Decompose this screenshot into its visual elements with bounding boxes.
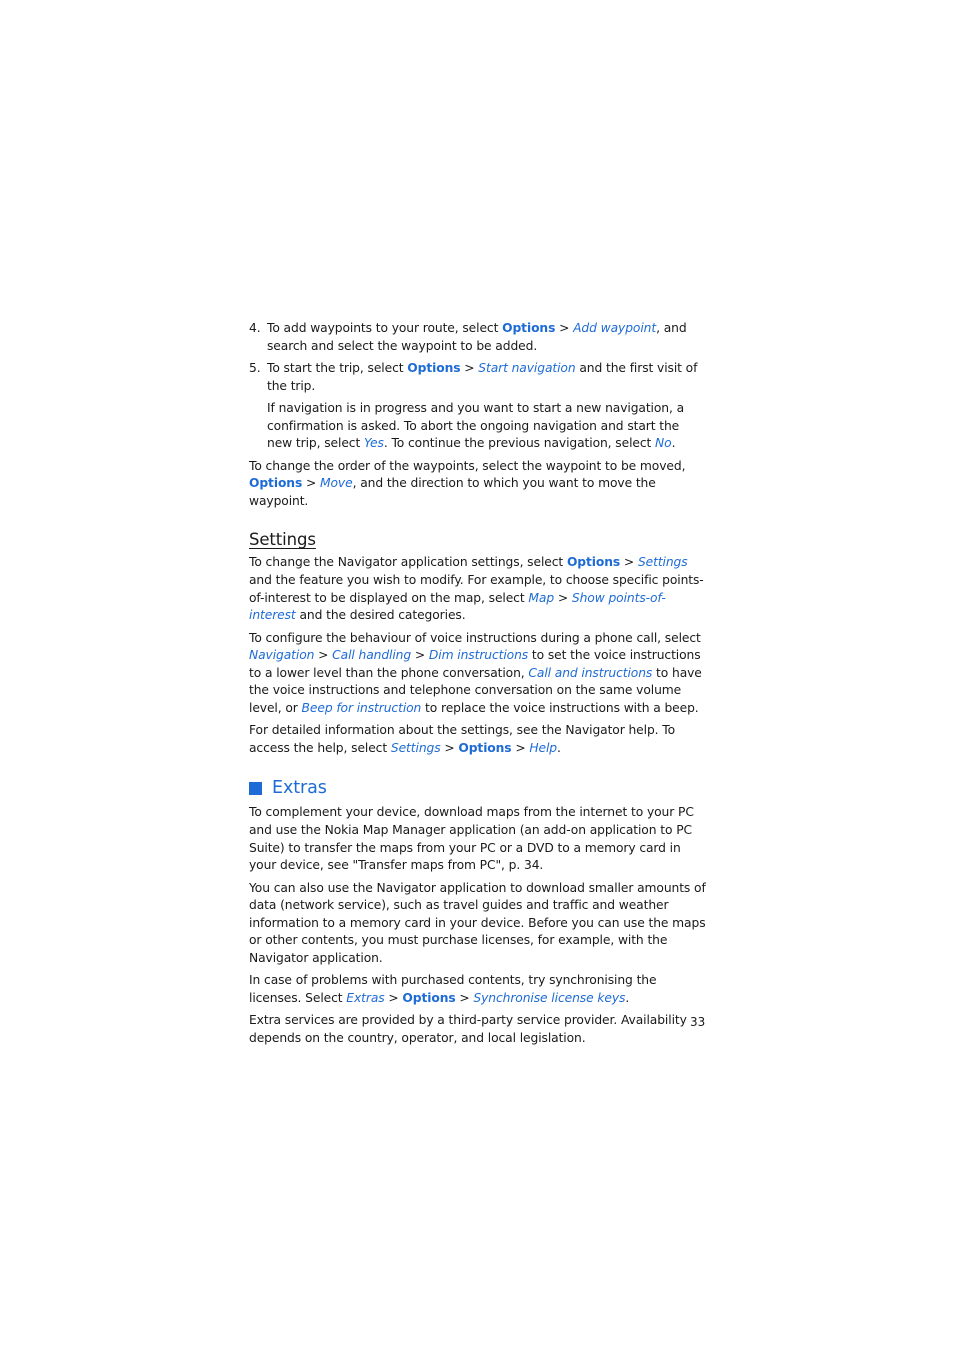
separator: > bbox=[511, 740, 530, 755]
list-number: 5. bbox=[249, 360, 261, 375]
menu-settings: Settings bbox=[390, 740, 441, 755]
paragraph-settings-2 bbox=[249, 630, 707, 718]
section-heading-settings: Settings bbox=[249, 530, 316, 550]
text: . bbox=[671, 436, 676, 451]
menu-options: Options bbox=[402, 990, 456, 1005]
separator: > bbox=[555, 321, 574, 335]
separator: > bbox=[302, 476, 320, 491]
option-call-and-instructions: Call and instructions bbox=[528, 665, 653, 680]
menu-help: Help bbox=[529, 740, 557, 755]
option-dim-instructions: Dim instructions bbox=[428, 648, 529, 663]
square-bullet-icon bbox=[249, 782, 262, 795]
menu-options: Options bbox=[566, 555, 621, 570]
option-beep-for-instruction: Beep for instruction bbox=[301, 700, 422, 715]
menu-synchronise-license-keys: Synchronise license keys bbox=[473, 990, 626, 1005]
menu-call-handling: Call handling bbox=[332, 648, 412, 663]
separator: > bbox=[620, 555, 638, 570]
text: to have the voice instructions and telephone conversation on the same volume level, or bbox=[249, 665, 702, 715]
text: and the first visit of the trip. bbox=[267, 360, 698, 393]
section-heading-extras bbox=[249, 778, 707, 798]
paragraph-extras-3 bbox=[249, 972, 707, 1007]
text: and the desired categories. bbox=[295, 608, 466, 623]
text: If navigation is in progress and you want to start a new navigation, a confirmation is asked. To abort the ongoing navigation and start the new trip, select bbox=[267, 400, 685, 451]
paragraph-settings-3 bbox=[249, 722, 707, 757]
list-item-step-5-note bbox=[249, 400, 707, 453]
menu-options: Options bbox=[502, 321, 556, 335]
separator: > bbox=[455, 990, 474, 1005]
separator: > bbox=[440, 740, 459, 755]
text: To change the Navigator application settings, select bbox=[249, 555, 567, 570]
list-item-step-5 bbox=[249, 360, 707, 395]
paragraph-extras-1: To complement your device, download maps from the internet to your PC and use the Nokia Map Manager application (an add-on application to PC Suite) to transfer the maps from your PC or a DVD to a memory card in your device, see "Transfer maps from PC", p. 34. bbox=[249, 805, 694, 873]
text: to replace the voice instructions with a beep. bbox=[421, 700, 699, 715]
text: To change the order of the waypoints, select the waypoint to be moved, bbox=[249, 458, 686, 473]
list-number: 4. bbox=[249, 321, 261, 335]
menu-start-navigation: Start navigation bbox=[478, 360, 576, 375]
paragraph-extras-2: You can also use the Navigator application to download smaller amounts of data (network service), such as travel guides and traffic and weather information to a memory card in your device. Before you can use the maps or other contents, you must purchase licenses, for example, with the Navigator application. bbox=[249, 880, 706, 965]
text: and the feature you wish to modify. For example, to choose specific points-of-interest to be displayed on the map, select bbox=[249, 572, 704, 605]
text: . bbox=[625, 990, 630, 1005]
extras-heading-text: Extras bbox=[272, 778, 327, 799]
menu-show-poi: Show points-of-interest bbox=[249, 590, 666, 623]
menu-move: Move bbox=[320, 476, 353, 491]
menu-add-waypoint: Add waypoint bbox=[573, 321, 657, 335]
menu-extras: Extras bbox=[346, 990, 385, 1005]
separator: > bbox=[460, 360, 479, 375]
text: To start the trip, select bbox=[267, 360, 408, 375]
text: To configure the behaviour of voice instructions during a phone call, select bbox=[249, 630, 701, 645]
paragraph-waypoint-order bbox=[249, 458, 707, 511]
page-content bbox=[249, 320, 707, 1052]
text: In case of problems with purchased contents, try synchronising the licenses. Select bbox=[249, 973, 657, 1005]
menu-settings: Settings bbox=[637, 555, 688, 570]
option-no: No bbox=[655, 436, 672, 451]
menu-options: Options bbox=[249, 476, 303, 491]
text: . To continue the previous navigation, select bbox=[383, 436, 656, 451]
option-yes: Yes bbox=[364, 436, 384, 451]
text: . bbox=[557, 740, 561, 755]
menu-options: Options bbox=[407, 360, 461, 375]
paragraph-settings-1 bbox=[249, 554, 707, 624]
list-item-step-4 bbox=[249, 320, 707, 355]
separator: > bbox=[411, 648, 429, 663]
menu-navigation: Navigation bbox=[249, 648, 315, 663]
separator: > bbox=[314, 648, 333, 663]
text: , and the direction to which you want to move the waypoint. bbox=[249, 476, 656, 508]
page-number: 33 bbox=[690, 1015, 706, 1029]
text: To add waypoints to your route, select bbox=[267, 321, 503, 335]
menu-map: Map bbox=[528, 590, 555, 605]
separator: > bbox=[554, 590, 572, 605]
paragraph-extras-4: Extra services are provided by a third-party service provider. Availability depends on the country, operator, and local legislation. bbox=[249, 1013, 687, 1045]
text: , and search and select the waypoint to be added. bbox=[267, 321, 687, 353]
separator: > bbox=[384, 990, 403, 1005]
text: For detailed information about the settings, see the Navigator help. To access the help, select bbox=[249, 723, 676, 755]
menu-options: Options bbox=[458, 740, 512, 755]
text: to set the voice instructions to a lower level than the phone conversation, bbox=[249, 648, 701, 680]
